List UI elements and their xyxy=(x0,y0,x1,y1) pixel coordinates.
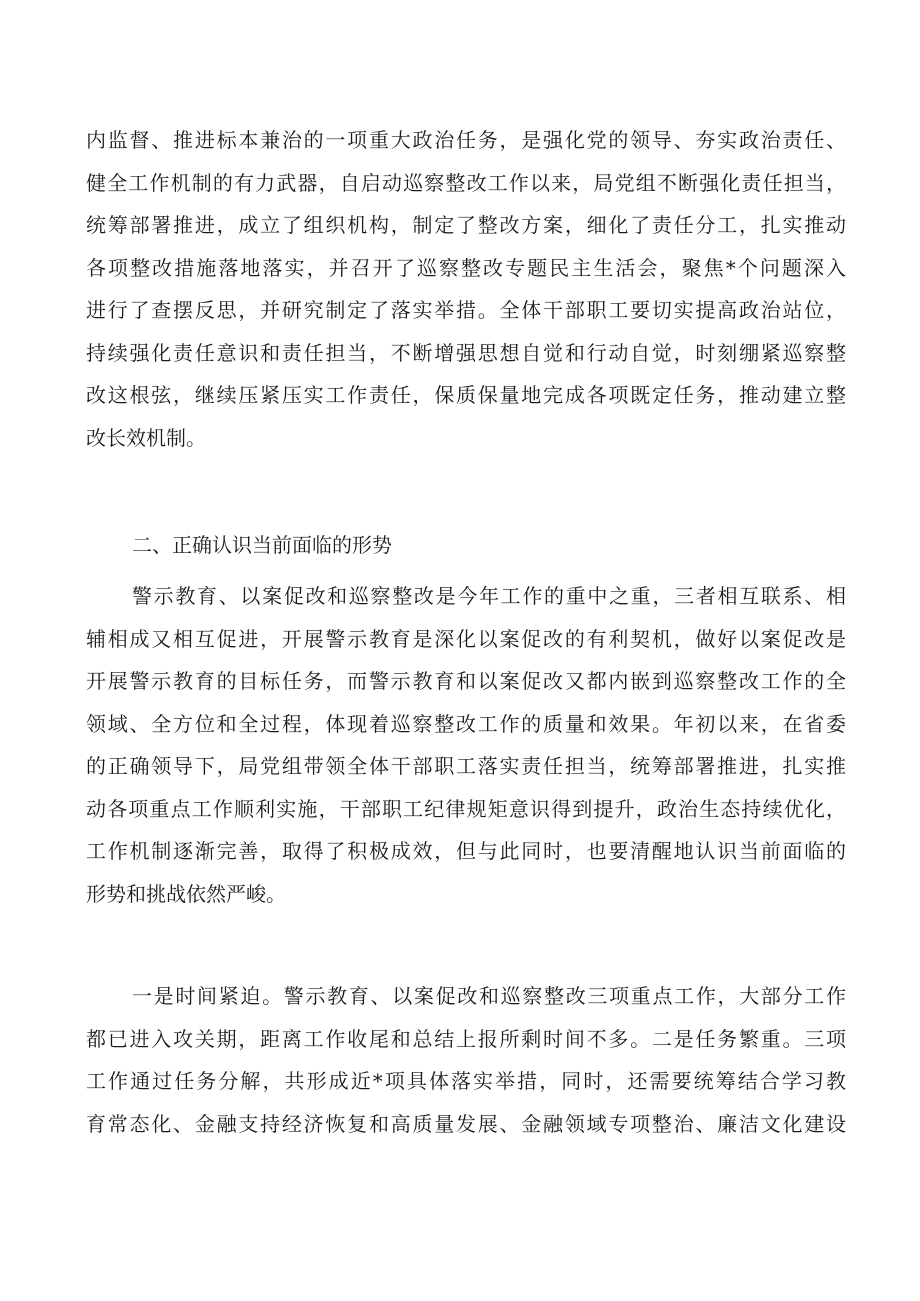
paragraph-3-line: 育常态化、金融支持经济恢复和高质量发展、金融领域专项整治、廉洁文化建设 xyxy=(86,1111,846,1136)
paragraph-2-line: 工作机制逐渐完善，取得了积极成效，但与此同时，也要清醒地认识当前面临的 xyxy=(86,839,846,863)
paragraph-2-line: 开展警示教育的目标任务，而警示教育和以案促改又都内嵌到巡察整改工作的全 xyxy=(86,669,846,693)
paragraph-1-line: 各项整改措施落地落实，并召开了巡察整改专题民主生活会，聚焦*个问题深入 xyxy=(86,255,846,280)
paragraph-3 xyxy=(86,975,846,1145)
section-heading-text: 二、正确认识当前面临的形势 xyxy=(132,533,392,557)
paragraph-1 xyxy=(86,119,846,459)
paragraph-2-line: 形势和挑战依然严峻。 xyxy=(86,881,286,906)
section-heading xyxy=(86,524,846,567)
paragraph-1-line: 统筹部署推进，成立了组织机构，制定了整改方案，细化了责任分工，扎实推动 xyxy=(86,213,846,237)
paragraph-1-line: 改长效机制。 xyxy=(86,425,206,450)
paragraph-2-line: 的正确领导下，局党组带领全体干部职工落实责任担当，统筹部署推进，扎实推 xyxy=(86,754,846,778)
paragraph-3-line: 一是时间紧迫。警示教育、以案促改和巡察整改三项重点工作，大部分工作 xyxy=(132,984,846,1008)
paragraph-2-line: 辅相成又相互促进，开展警示教育是深化以案促改的有利契机，做好以案促改是 xyxy=(86,626,846,651)
paragraph-2 xyxy=(86,575,846,915)
paragraph-1-line: 进行了查摆反思，并研究制定了落实举措。全体干部职工要切实提高政治站位， xyxy=(86,298,846,322)
paragraph-2-line: 领域、全方位和全过程，体现着巡察整改工作的质量和效果。年初以来，在省委 xyxy=(86,711,846,736)
paragraph-1-line: 改这根弦，继续压紧压实工作责任，保质保量地完成各项既定任务，推动建立整 xyxy=(86,383,846,407)
paragraph-1-line: 健全工作机制的有力武器，自启动巡察整改工作以来，局党组不断强化责任担当， xyxy=(86,170,846,195)
paragraph-3-line: 工作通过任务分解，共形成近*项具体落实举措，同时，还需要统筹结合学习教 xyxy=(86,1069,846,1093)
paragraph-2-line: 警示教育、以案促改和巡察整改是今年工作的重中之重，三者相互联系、相 xyxy=(132,584,846,608)
paragraph-1-line: 内监督、推进标本兼治的一项重大政治任务，是强化党的领导、夯实政治责任、 xyxy=(86,128,846,152)
paragraph-3-line: 都已进入攻关期，距离工作收尾和总结上报所剩时间不多。二是任务繁重。三项 xyxy=(86,1026,846,1051)
paragraph-2-line: 动各项重点工作顺利实施，干部职工纪律规矩意识得到提升，政治生态持续优化， xyxy=(86,796,846,821)
paragraph-1-line: 持续强化责任意识和责任担当，不断增强思想自觉和行动自觉，时刻绷紧巡察整 xyxy=(86,340,846,365)
